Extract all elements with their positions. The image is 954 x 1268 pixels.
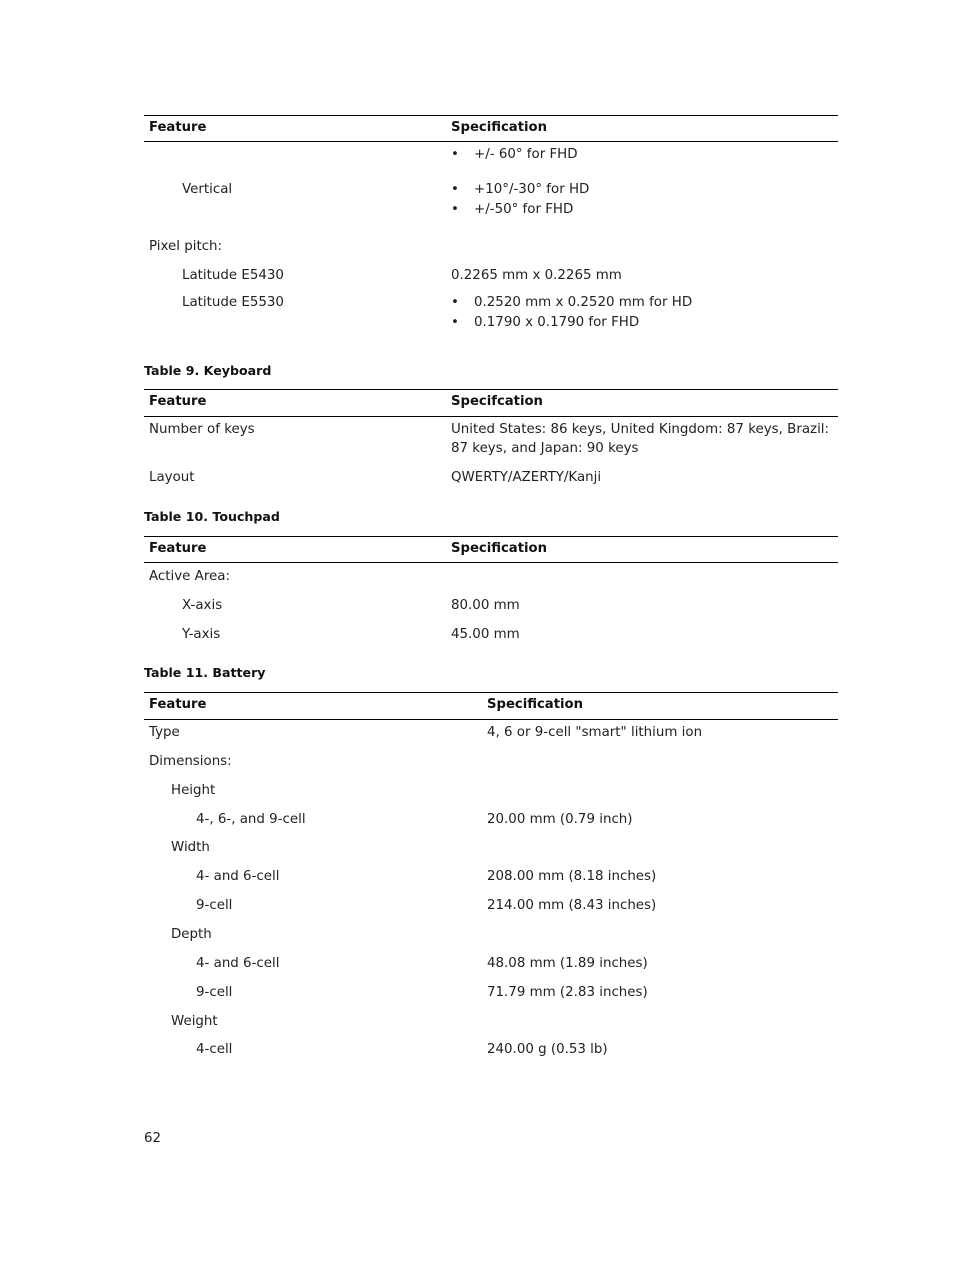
feature-width-4-6-cell: 4- and 6-cell — [196, 869, 280, 884]
header-feature: Feature — [149, 697, 207, 712]
feature-height-cells: 4-, 6-, and 9-cell — [196, 812, 306, 827]
feature-latitude-e5530: Latitude E5530 — [182, 295, 284, 310]
feature-vertical: Vertical — [182, 182, 233, 197]
feature-dimensions: Dimensions: — [149, 754, 232, 769]
touchpad-table — [144, 536, 838, 642]
value-x-axis: 80.00 mm — [451, 598, 520, 613]
feature-weight-4-cell: 4-cell — [196, 1042, 233, 1057]
feature-latitude-e5430: Latitude E5430 — [182, 268, 284, 283]
feature-x-axis: X-axis — [182, 598, 223, 613]
header-feature: Feature — [149, 120, 207, 135]
feature-depth-9-cell: 9-cell — [196, 985, 233, 1000]
value-weight-4-cell: 240.00 g (0.53 lb) — [487, 1042, 608, 1057]
bullet-item: • 0.1790 x 0.1790 for FHD — [451, 313, 692, 333]
bullet-item: • 0.2520 mm x 0.2520 mm for HD — [451, 293, 692, 313]
table-header — [144, 115, 838, 142]
header-specification: Specification — [487, 697, 583, 712]
caption-touchpad: Table 10. Touchpad — [144, 509, 280, 524]
feature-type: Type — [149, 725, 180, 740]
bullet-item: • +/-50° for FHD — [451, 200, 589, 220]
value-y-axis: 45.00 mm — [451, 627, 520, 642]
header-specification: Specification — [451, 120, 547, 135]
value-width-4-6-cell: 208.00 mm (8.18 inches) — [487, 869, 657, 884]
display-table-continued — [144, 115, 838, 330]
table-header — [144, 692, 838, 720]
feature-width: Width — [171, 840, 210, 855]
table-header — [144, 389, 838, 417]
value-latitude-e5430: 0.2265 mm x 0.2265 mm — [451, 268, 622, 283]
value-number-of-keys: United States: 86 keys, United Kingdom: 87 keys, Brazil: 87 keys, and Japan: 90 keys — [451, 422, 830, 456]
feature-depth-4-6-cell: 4- and 6-cell — [196, 956, 280, 971]
feature-depth: Depth — [171, 927, 212, 942]
bullet-item: • +10°/-30° for HD — [451, 180, 589, 200]
caption-battery: Table 11. Battery — [144, 665, 266, 680]
header-specification: Specifcation — [451, 394, 543, 409]
feature-pixel-pitch: Pixel pitch: — [149, 239, 223, 254]
feature-active-area: Active Area: — [149, 569, 231, 584]
feature-layout: Layout — [149, 470, 195, 485]
keyboard-table — [144, 389, 838, 485]
header-specification: Specification — [451, 541, 547, 556]
value-depth-9-cell: 71.79 mm (2.83 inches) — [487, 985, 648, 1000]
header-feature: Feature — [149, 394, 207, 409]
feature-width-9-cell: 9-cell — [196, 898, 233, 913]
bullet-item: • +/- 60° for FHD — [451, 145, 578, 165]
feature-number-of-keys: Number of keys — [149, 422, 255, 437]
value-height-cells: 20.00 mm (0.79 inch) — [487, 812, 633, 827]
feature-height: Height — [171, 783, 216, 798]
value-type: 4, 6 or 9-cell "smart" lithium ion — [487, 725, 703, 740]
value-width-9-cell: 214.00 mm (8.43 inches) — [487, 898, 657, 913]
page-number: 62 — [144, 1131, 162, 1146]
feature-weight: Weight — [171, 1014, 218, 1029]
value-depth-4-6-cell: 48.08 mm (1.89 inches) — [487, 956, 648, 971]
value-layout: QWERTY/AZERTY/Kanji — [451, 470, 602, 485]
battery-table — [144, 692, 838, 1057]
feature-y-axis: Y-axis — [182, 627, 221, 642]
caption-keyboard: Table 9. Keyboard — [144, 363, 272, 378]
table-header — [144, 536, 838, 563]
header-feature: Feature — [149, 541, 207, 556]
